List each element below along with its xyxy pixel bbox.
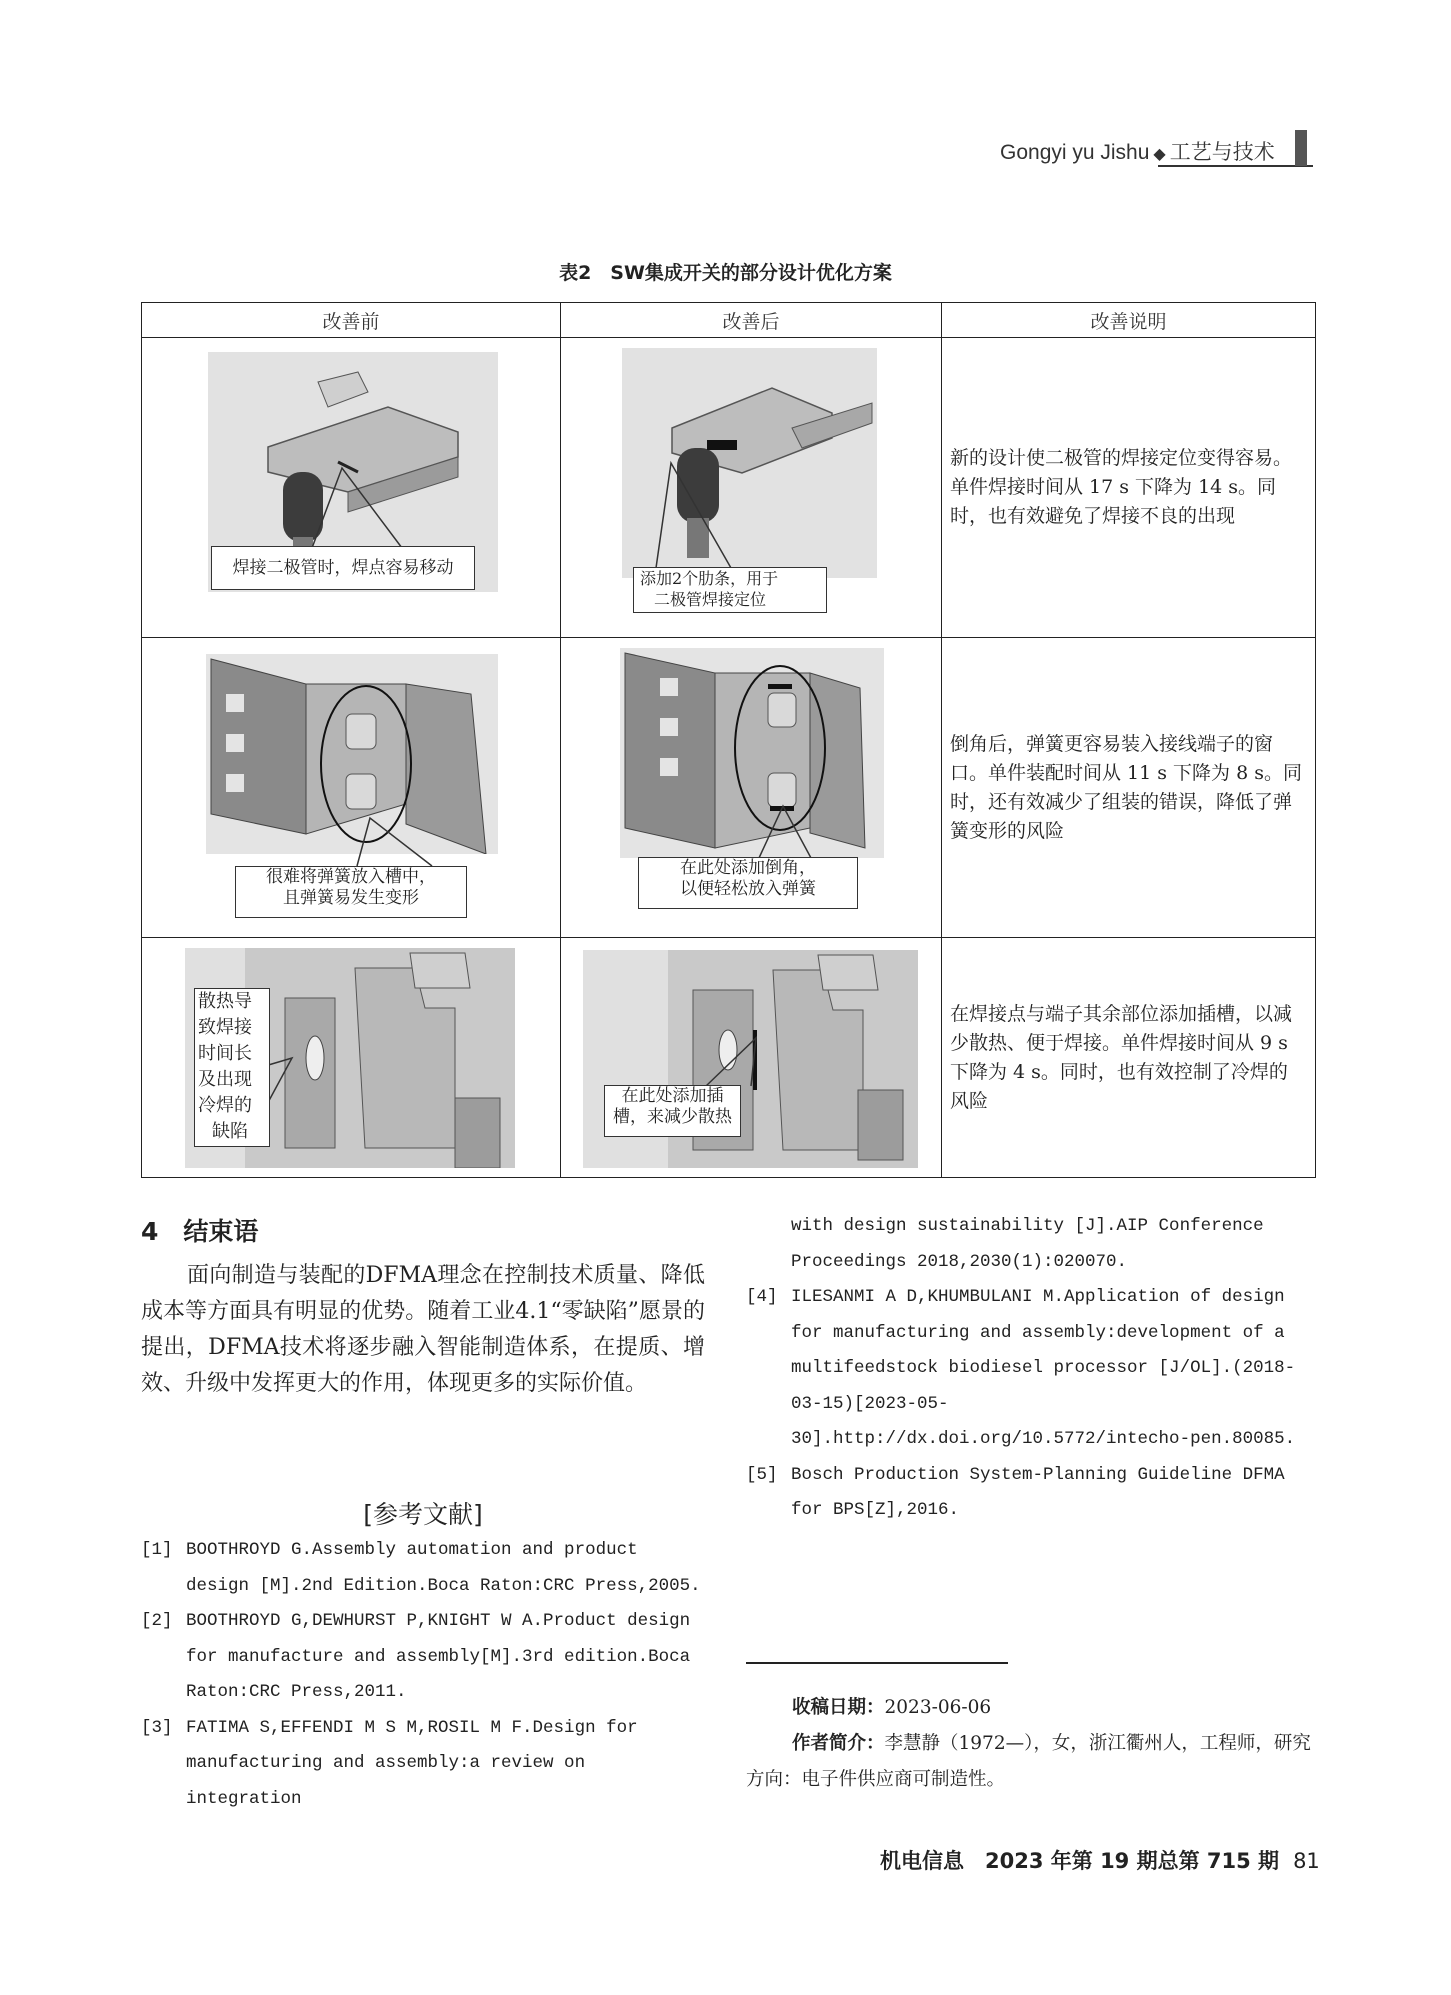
page-number: 81 (1293, 1849, 1320, 1873)
diamond-icon: ◆ (1153, 146, 1166, 163)
reference-text: FATIMA S,EFFENDI M S M,ROSIL M F.Design for manufacturing and assembly:a review on integration (186, 1717, 638, 1809)
callout-line: 致焊接 (198, 1017, 252, 1038)
callout-pointer (561, 938, 941, 1178)
references-right-column (746, 1209, 1312, 1529)
callout-line: 二极管焊接定位 (654, 590, 767, 609)
table-row (142, 338, 1316, 638)
description-cell: 倒角后，弹簧更容易装入接线端子的窗口。单件装配时间从 11 s 下降为 8 s。同时，还有效减少了组装的错误，降低了弹簧变形的风险 (942, 638, 1316, 938)
callout-after (604, 1085, 741, 1137)
reference-text: Bosch Production System-Planning Guideline DFMA for BPS[Z],2016. (791, 1464, 1285, 1520)
author-value: 李慧静（1972—），女，浙江衢州人，工程师，研究方向：电子件供应商可制造性。 (746, 1733, 1311, 1790)
footnote-rule (746, 1662, 1008, 1664)
callout-line: 槽，来减少散热 (613, 1107, 732, 1127)
reference-item (141, 1604, 706, 1711)
callout-line: 在此处添加倒角， (680, 858, 816, 878)
column-header-description: 改善说明 (942, 303, 1316, 338)
callout-pointer (142, 338, 560, 638)
before-image-cell (142, 338, 561, 638)
author-label: 作者简介： (792, 1733, 885, 1754)
reference-text: with design sustainability [J].AIP Conference Proceedings 2018,2030(1):020070. (791, 1216, 1264, 1272)
callout-before: 焊接二极管时，焊点容易移动 (211, 546, 475, 590)
callout-line: 时间长 (198, 1043, 252, 1064)
optimization-table (141, 302, 1316, 1178)
callout-before (194, 988, 270, 1147)
author-note (746, 1726, 1312, 1798)
section-heading: 4 结束语 (141, 1217, 259, 1246)
before-image-cell (142, 638, 561, 938)
table-title: 表2 SW集成开关的部分设计优化方案 (559, 262, 892, 284)
callout-line: 很难将弹簧放入槽中， (266, 867, 436, 887)
callout-line: 冷焊的 (198, 1095, 252, 1116)
page-footer (880, 1845, 1320, 1875)
callout-line: 以便轻松放入弹簧 (680, 879, 816, 899)
reference-item-continued (746, 1209, 1312, 1280)
callout-after (633, 567, 827, 613)
received-label: 收稿日期： (792, 1697, 885, 1718)
description-cell: 在焊接点与端子其余部位添加插槽，以减少散热、便于焊接。单件焊接时间从 9 s 下降为 4 s。同时，也有效控制了冷焊的风险 (942, 938, 1316, 1178)
table-row (142, 638, 1316, 938)
reference-number: [1] (141, 1540, 173, 1560)
conclusion-paragraph: 面向制造与装配的DFMA理念在控制技术质量、降低成本等方面具有明显的优势。随着工业4.1“零缺陷”愿景的提出，DFMA技术将逐步融入智能制造体系，在提质、增效、升级中发挥更大的作用，体现更多的实际价值。 (141, 1263, 705, 1396)
callout-line: 添加2个肋条，用于 (640, 569, 779, 588)
header-pinyin: Gongyi yu Jishu (1000, 141, 1150, 164)
table-header-row (142, 303, 1316, 338)
after-image-cell (561, 638, 942, 938)
callout-line: 及出现 (198, 1069, 252, 1090)
reference-text: BOOTHROYD G,DEWHURST P,KNIGHT W A.Product design for manufacture and assembly[M].3rd edition.Boca Raton:CRC Press,2011. (186, 1611, 691, 1702)
callout-line: 且弹簧易发生变形 (283, 888, 419, 908)
callout-line: 缺陷 (212, 1121, 248, 1142)
reference-text: ILESANMI A D,KHUMBULANI M.Application of design for manufacturing and assembly:development of a multifeedstock biodiesel processor [J/OL].(2018-03-15)[2023-05-30].http://dx.doi.org/10.5772/intecho-pen.80085. (791, 1287, 1296, 1449)
running-header (1000, 136, 1275, 166)
reference-number: [2] (141, 1611, 173, 1631)
callout-line: 在此处添加插 (621, 1086, 724, 1106)
reference-item (746, 1458, 1312, 1529)
callout-after (638, 857, 858, 909)
reference-item (141, 1533, 706, 1604)
callout-line: 散热导 (198, 991, 252, 1012)
references-heading: [参考文献] (363, 1500, 483, 1529)
received-date (746, 1690, 1312, 1726)
table-row (142, 938, 1316, 1178)
after-image-cell (561, 938, 942, 1178)
reference-item (141, 1711, 706, 1818)
received-value: 2023-06-06 (884, 1697, 992, 1718)
column-header-after: 改善后 (561, 303, 942, 338)
column-header-before: 改善前 (142, 303, 561, 338)
references-left-column (141, 1533, 706, 1817)
reference-item (746, 1280, 1312, 1458)
callout-before (235, 866, 467, 918)
journal-info: 机电信息 2023 年第 19 期总第 715 期 (880, 1849, 1280, 1873)
reference-number: [5] (746, 1464, 778, 1485)
header-bar (1295, 130, 1307, 166)
after-image-cell (561, 338, 942, 638)
header-underline (1158, 165, 1313, 167)
header-column: 工艺与技术 (1169, 141, 1275, 164)
reference-text: BOOTHROYD G.Assembly automation and product design [M].2nd Edition.Boca Raton:CRC Press,2005. (186, 1540, 701, 1596)
description-cell: 新的设计使二极管的焊接定位变得容易。单件焊接时间从 17 s 下降为 14 s。同时，也有效避免了焊接不良的出现 (942, 338, 1316, 638)
reference-number: [3] (141, 1717, 173, 1738)
before-image-cell (142, 938, 561, 1178)
reference-number: [4] (746, 1287, 778, 1307)
